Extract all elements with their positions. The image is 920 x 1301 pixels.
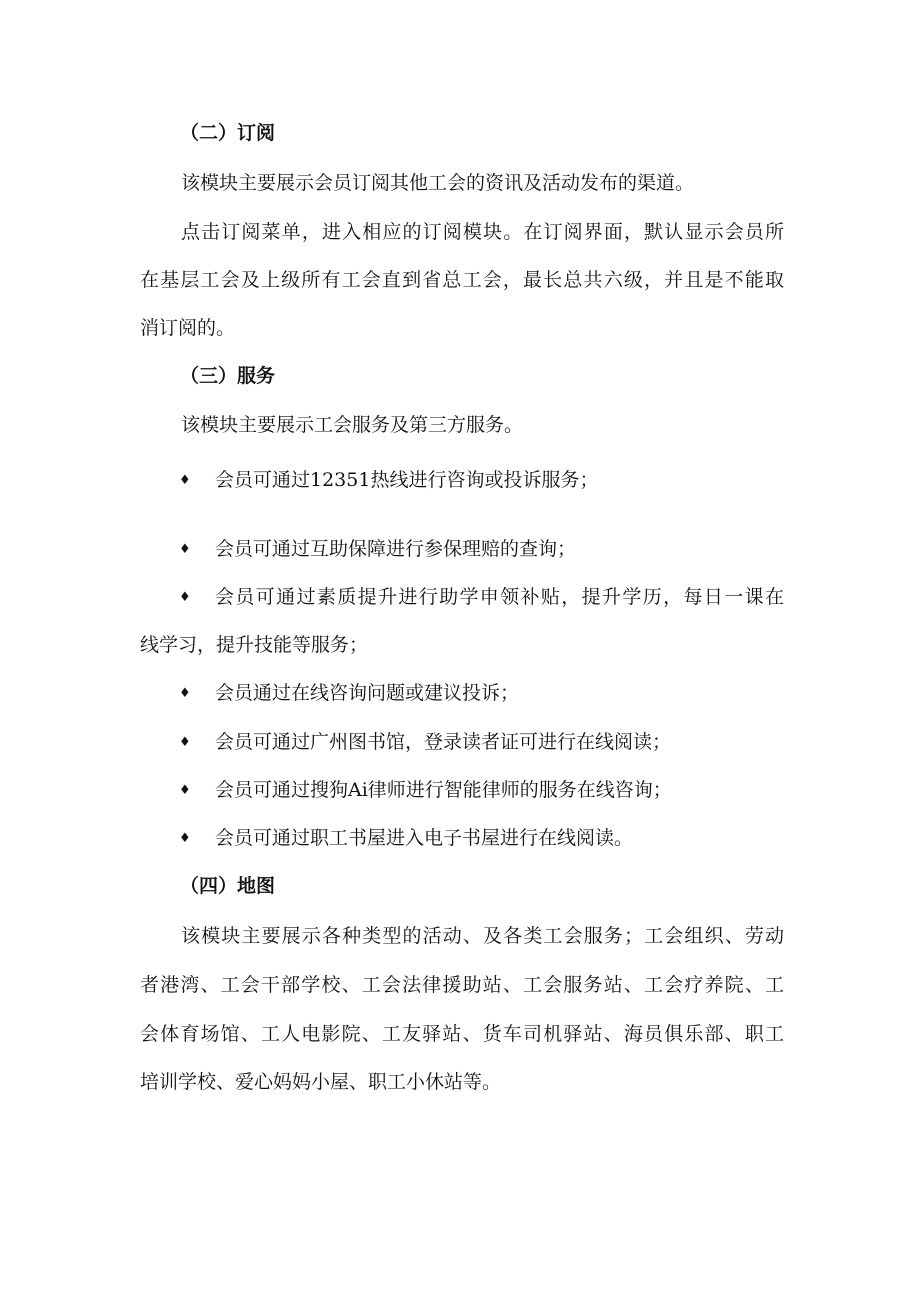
diamond-bullet-icon: ♦ [179,473,191,488]
section-heading-service: （三）服务 [180,365,276,387]
paragraph-line: 该模块主要展示各种类型的活动、及各类工会服务；工会组织、劳动 [181,925,784,947]
list-item: 会员可通过广州图书馆，登录读者证可进行在线阅读； [215,731,672,753]
section-heading-subscribe: （二）订阅 [180,122,276,144]
diamond-bullet-icon: ♦ [179,686,191,701]
diamond-bullet-icon: ♦ [179,831,191,846]
paragraph-line: 消订阅的。 [140,317,236,339]
diamond-bullet-icon: ♦ [179,542,191,557]
paragraph: 该模块主要展示会员订阅其他工会的资讯及活动发布的渠道。 [181,172,695,194]
paragraph-line: 培训学校、爱心妈妈小屋、职工小休站等。 [140,1071,502,1093]
list-item: 会员可通过搜狗Ai律师进行智能律师的服务在线咨询； [215,779,672,801]
list-item: 会员可通过12351热线进行咨询或投诉服务； [215,469,599,491]
list-item-continuation: 线学习，提升技能等服务； [140,634,369,656]
list-item: 会员可通过互助保障进行参保理赔的查询； [215,538,577,560]
paragraph: 该模块主要展示工会服务及第三方服务。 [181,414,524,436]
list-item: 会员通过在线咨询问题或建议投诉； [215,682,520,704]
section-heading-map: （四）地图 [180,875,276,897]
diamond-bullet-icon: ♦ [179,783,191,798]
diamond-bullet-icon: ♦ [179,590,191,605]
paragraph-line: 点击订阅菜单，进入相应的订阅模块。在订阅界面，默认显示会员所 [181,221,784,243]
diamond-bullet-icon: ♦ [179,735,191,750]
list-item: 会员可通过职工书屋进入电子书屋进行在线阅读。 [215,827,634,849]
paragraph-line: 会体育场馆、工人电影院、工友驿站、货车司机驿站、海员俱乐部、职工 [140,1023,784,1045]
paragraph-line: 者港湾、工会干部学校、工会法律援助站、工会服务站、工会疗养院、工 [140,974,784,996]
paragraph-line: 在基层工会及上级所有工会直到省总工会，最长总共六级，并且是不能取 [140,269,784,291]
list-item: 会员可通过素质提升进行助学申领补贴，提升学历，每日一课在 [215,586,784,608]
